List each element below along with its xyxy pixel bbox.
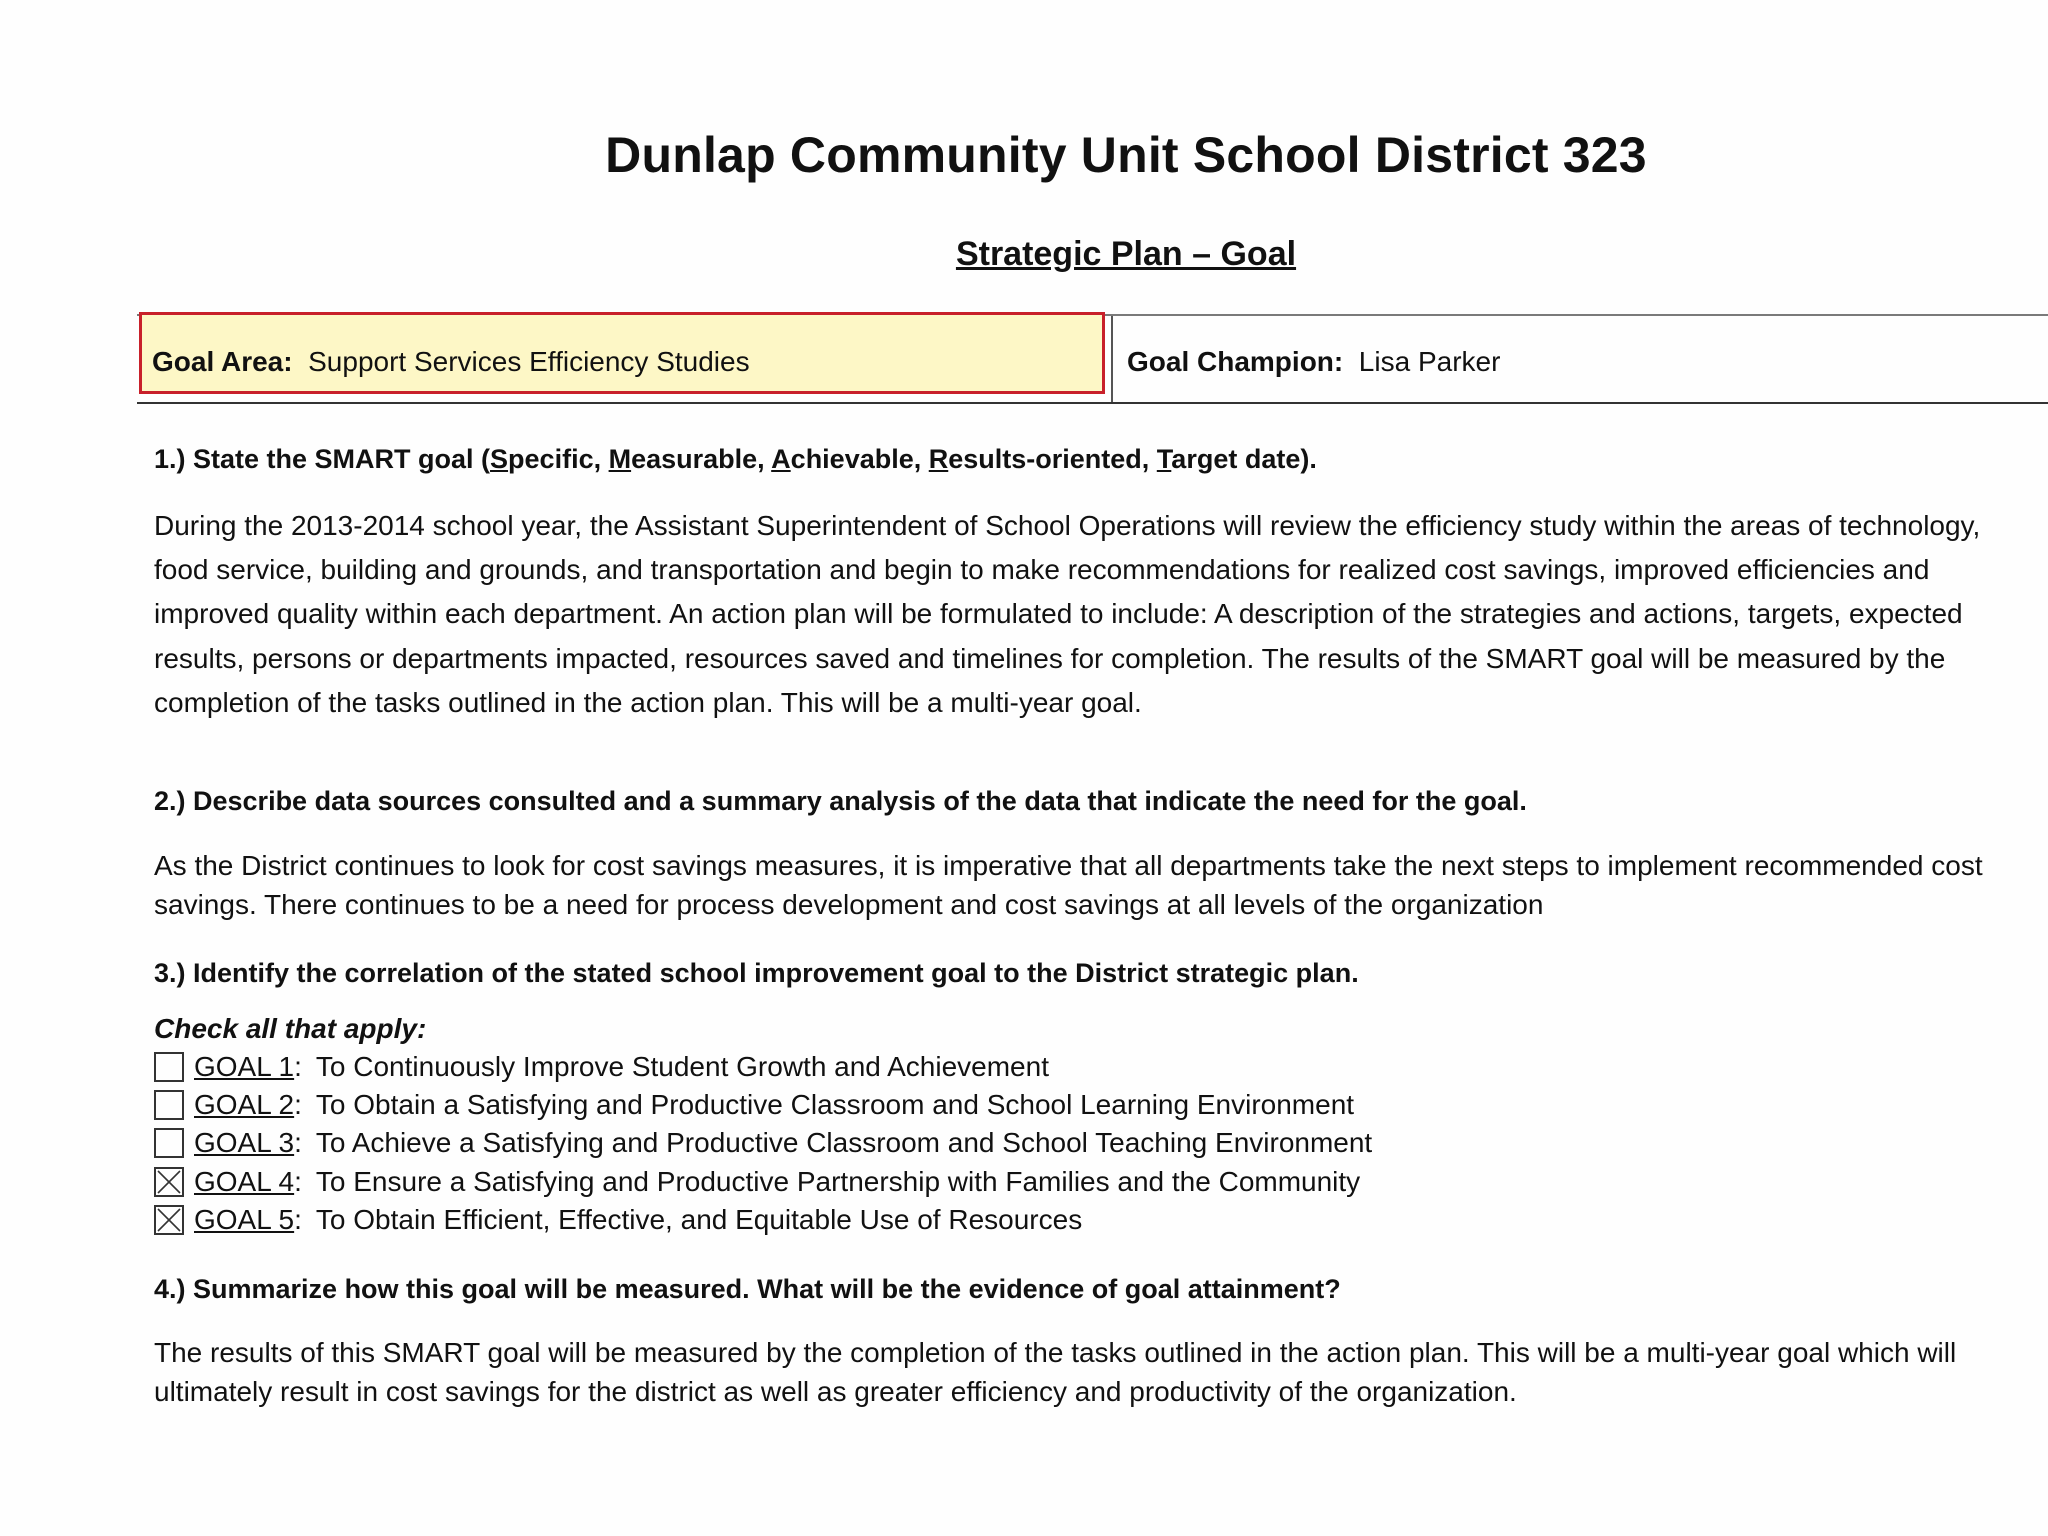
answer-1: During the 2013-2014 school year, the Assistant Superintendent of School Operations will review the efficiency study within the areas of technology, food service, building and grounds, and transportation and begin to make recommendations for realized cost savings, improved efficiencies and improved quality within each department. An action plan will be formulated to include: A description of the strategies and actions, targets, expected results, persons or departments impacted, resources saved and timelines for completion. The results of the SMART goal will be measured by the completion of the tasks outlined in the action plan. This will be a multi-year goal.: [154, 510, 1981, 718]
goal-champion-value: Lisa Parker: [1358, 346, 1501, 377]
checkbox-goal-4[interactable]: [154, 1167, 184, 1197]
answer-4: The results of this SMART goal will be measured by the completion of the tasks outlined in the action plan. This will be a multi-year goal which will ultimately result in cost savings for the district as well as greater efficiency and productivity of the organization.: [154, 1337, 1957, 1407]
smart-r-rest: esults-oriented,: [948, 444, 1157, 474]
goal-4-text: To Ensure a Satisfying and Productive Partnership with Families and the Community: [315, 1165, 1361, 1197]
goal-3-text: To Achieve a Satisfying and Productive Classroom and School Teaching Environment: [315, 1127, 1373, 1159]
goal-4-code: GOAL 4: [194, 1165, 295, 1197]
checkbox-goal-5[interactable]: [154, 1205, 184, 1235]
goal-3-code: GOAL 3: [194, 1127, 295, 1159]
goal-area-text: [152, 346, 750, 378]
goal-2-code: GOAL 2: [194, 1089, 295, 1121]
question-1-prefix: 1.) State the SMART goal (: [154, 444, 491, 474]
smart-a: A: [771, 444, 791, 474]
smart-t: T: [1156, 444, 1172, 474]
goal-5-code: GOAL 5: [194, 1203, 295, 1235]
document-title: Dunlap Community Unit School District 323: [605, 127, 1647, 183]
check-all-label: Check all that apply:: [154, 1013, 427, 1044]
smart-t-rest: arget date).: [1171, 444, 1317, 474]
question-1: [154, 444, 1317, 475]
goal-1-text: To Continuously Improve Student Growth and Achievement: [315, 1051, 1049, 1083]
answer-2: As the District continues to look for cost savings measures, it is imperative that all departments take the next steps to implement recommended cost savings. There continues to be a need for process development and cost savings at all levels of the organization: [154, 850, 1983, 920]
goal-2-text: To Obtain a Satisfying and Productive Classroom and School Learning Environment: [315, 1089, 1355, 1121]
smart-s: S: [490, 444, 509, 474]
checkmark-x-icon: [156, 1207, 182, 1233]
goal-5-text: To Obtain Efficient, Effective, and Equitable Use of Resources: [315, 1203, 1083, 1235]
smart-r: R: [928, 444, 949, 474]
goal-item-1: GOAL 1 : To Continuously Improve Student Growth and Achievement: [154, 1048, 1372, 1086]
goal-champion-label: Goal Champion:: [1127, 346, 1344, 377]
smart-a-rest: chievable,: [790, 444, 929, 474]
question-2: 2.) Describe data sources consulted and a summary analysis of the data that indicate the need for the goal.: [154, 786, 1527, 816]
table-divider: [1111, 316, 1113, 402]
checkbox-goal-1[interactable]: [154, 1052, 184, 1082]
goal-area-value: Support Services Efficiency Studies: [308, 346, 750, 377]
goal-item-5: GOAL 5 : To Obtain Efficient, Effective, and Equitable Use of Resources: [154, 1201, 1372, 1239]
goal-item-4: GOAL 4 : To Ensure a Satisfying and Productive Partnership with Families and the Community: [154, 1163, 1372, 1201]
goal-checklist: [154, 1048, 1372, 1239]
checkbox-goal-2[interactable]: [154, 1090, 184, 1120]
goal-1-code: GOAL 1: [194, 1051, 295, 1083]
checkbox-goal-3[interactable]: [154, 1128, 184, 1158]
question-3: 3.) Identify the correlation of the stated school improvement goal to the District strategic plan.: [154, 958, 1359, 988]
goal-header-table: [137, 314, 2048, 404]
smart-m-rest: easurable,: [631, 444, 772, 474]
checkmark-x-icon: [156, 1169, 182, 1195]
smart-s-rest: pecific,: [508, 444, 609, 474]
goal-item-2: GOAL 2 : To Obtain a Satisfying and Productive Classroom and School Learning Environment: [154, 1086, 1372, 1124]
goal-champion-text: [1127, 346, 1500, 378]
goal-item-3: GOAL 3 : To Achieve a Satisfying and Productive Classroom and School Teaching Environment: [154, 1124, 1372, 1162]
goal-area-label: Goal Area:: [152, 346, 293, 377]
question-4: 4.) Summarize how this goal will be measured. What will be the evidence of goal attainment?: [154, 1274, 1341, 1304]
smart-m: M: [608, 444, 632, 474]
document-subtitle: Strategic Plan – Goal: [955, 235, 1297, 273]
